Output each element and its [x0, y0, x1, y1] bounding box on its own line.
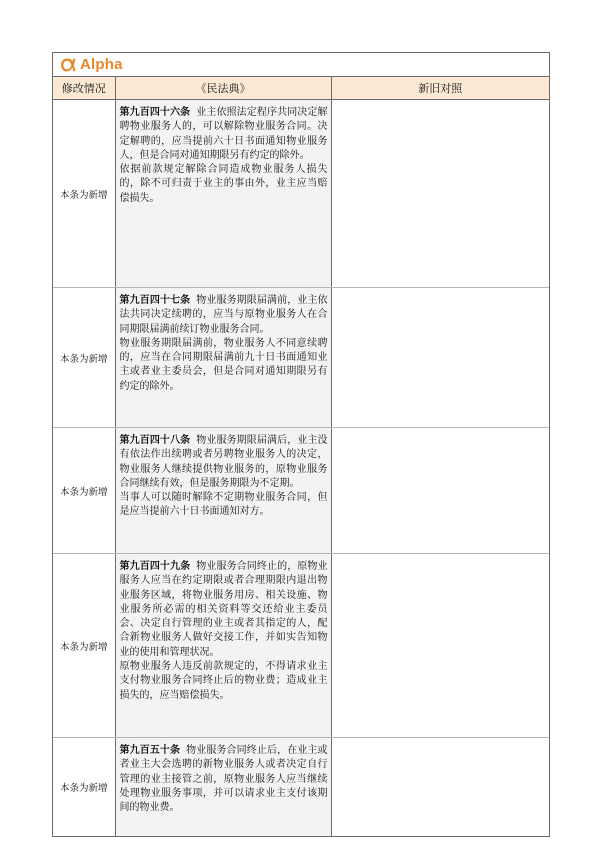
article-paragraph	[120, 744, 328, 815]
comparison-cell	[331, 428, 549, 554]
article-cell	[115, 288, 331, 428]
status-cell: 本条为新增	[53, 554, 115, 738]
article-text: 物业服务期限届满前，业主依法共同决定续聘的，应当与原物业服务人在合同期限届满前续订物业服务合同。	[119, 295, 328, 335]
article-paragraph: 当事人可以随时解除不定期物业服务合同，但是应当提前六十日书面通知对方。	[119, 492, 328, 518]
table-header-row	[53, 77, 549, 100]
article-paragraph	[120, 106, 328, 163]
document-frame	[52, 52, 550, 837]
article-cell	[115, 100, 331, 288]
brand-bar	[53, 53, 549, 77]
table-row	[53, 100, 549, 288]
article-text: 物业服务合同终止的，原物业服务人应当在约定期限或者合理期限内退出物业服务区域，将物业服务用房、相关设施、物业服务所必需的相关资料等交还给业主委员会、决定自行管理的业主或者其指定的人，配合新物业服务人做好交接工作，并如实告知物业的使用和管理状况。	[119, 561, 328, 658]
brand-name: Alpha	[80, 56, 123, 73]
status-cell: 本条为新增	[53, 288, 115, 428]
article-number: 第九百四十七条	[119, 295, 191, 306]
article-cell	[115, 554, 331, 738]
article-text: 业主依照法定程序共同决定解聘物业服务人的，可以解除物业服务合同。决定解聘的，应当提前六十日书面通知物业服务人，但是合同对通知期限另有约定的除外。	[119, 107, 328, 161]
comparison-cell	[331, 738, 549, 836]
article-number: 第九百四十六条	[119, 107, 191, 118]
article-paragraph	[120, 294, 328, 337]
column-header-civil-code: 《民法典》	[115, 77, 331, 100]
brand-logo	[59, 56, 123, 73]
article-text: 物业服务合同终止后，在业主或者业主大会选聘的新物业服务人或者决定自行管理的业主接管之前，原物业服务人应当继续处理物业服务事项，并可以请求业主支付该期间的物业费。	[119, 745, 328, 814]
article-cell	[115, 428, 331, 554]
article-number: 第九百四十九条	[119, 561, 191, 572]
column-header-status: 修改情况	[53, 77, 115, 100]
article-cell	[115, 738, 331, 836]
alpha-logo-icon	[59, 57, 77, 73]
table-row	[53, 738, 549, 836]
table-row	[53, 288, 549, 428]
article-paragraph: 依据前款规定解除合同造成物业服务人损失的，除不可归责于业主的事由外，业主应当赔偿损失。	[119, 164, 328, 204]
article-paragraph: 物业服务期限届满前，物业服务人不同意续聘的，应当在合同期限届满前九十日书面通知业主或者业主委员会，但是合同对通知期限另有约定的除外。	[119, 337, 328, 392]
column-header-comparison: 新旧对照	[331, 77, 549, 100]
table-row	[53, 554, 549, 738]
status-cell: 本条为新增	[53, 738, 115, 836]
table-row	[53, 428, 549, 554]
article-paragraph: 原物业服务人违反前款规定的，不得请求业主支付物业服务合同终止后的物业费；造成业主损失的，应当赔偿损失。	[119, 661, 328, 701]
article-number: 第九百五十条	[119, 745, 181, 756]
comparison-cell	[331, 554, 549, 738]
comparison-cell	[331, 100, 549, 288]
article-paragraph	[120, 434, 328, 491]
status-cell: 本条为新增	[53, 428, 115, 554]
comparison-cell	[331, 288, 549, 428]
article-number: 第九百四十八条	[119, 435, 191, 446]
article-text: 物业服务期限届满后，业主没有依法作出续聘或者另聘物业服务人的决定，物业服务人继续提供物业服务的，原物业服务合同继续有效，但是服务期限为不定期。	[119, 435, 328, 489]
status-cell: 本条为新增	[53, 100, 115, 288]
comparison-table	[53, 77, 549, 836]
article-paragraph	[120, 560, 328, 660]
